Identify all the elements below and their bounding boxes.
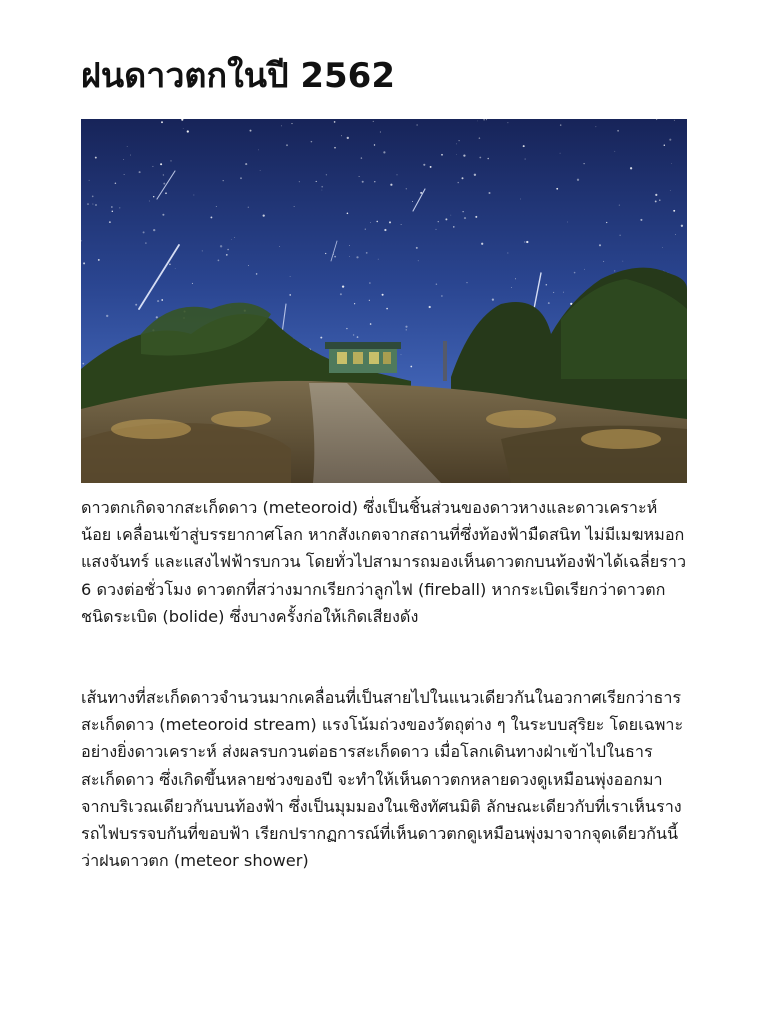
- page-title: ฝนดาวตกในปี 2562: [81, 56, 395, 96]
- meteor-shower-photo: [81, 119, 687, 483]
- paragraph-meteor-origin: ดาวตกเกิดจากสะเก็ดดาว (meteoroid) ซึ่งเป็นชิ้นส่วนของดาวหางและดาวเคราะห์น้อย เคลื่อนเข้าสู่บรรยากาศโลก หากสังเกตจากสถานที่ซึ่งท้องฟ้ามืดสนิท ไม่มีเมฆหมอก แสงจันทร์ และแสงไฟฟ้ารบกวน โดยทั่วไปสามารถมองเห็นดาวตกบนท้องฟ้าได้เฉลี่ยราว 6 ดวงต่อชั่วโมง ดาวตกที่สว่างมากเรียกว่าลูกไฟ (fireball) หากระเบิดเรียกว่าดาวตกชนิดระเบิด (bolide) ซึ่งบางครั้งก่อให้เกิดเสียงดัง: [81, 498, 687, 626]
- antenna-tower: [443, 341, 447, 381]
- paragraph-meteor-shower: เส้นทางที่สะเก็ดดาวจำนวนมากเคลื่อนที่เป็นสายไปในแนวเดียวกันในอวกาศเรียกว่าธารสะเก็ดดาว (meteoroid stream) แรงโน้มถ่วงของวัตถุต่าง ๆ ในระบบสุริยะ โดยเฉพาะอย่างยิ่งดาวเคราะห์ ส่งผลรบกวนต่อธารสะเก็ดดาว เมื่อโลกเดินทางฝ่าเข้าไปในธารสะเก็ดดาว ซึ่งเกิดขึ้นหลายช่วงของปี จะทำให้เห็นดาวตกหลายดวงดูเหมือนพุ่งออกมาจากบริเวณเดียวกันบนท้องฟ้า ซึ่งเป็นมุมมองในเชิงทัศนมิติ ลักษณะเดียวกับที่เราเห็นรางรถไฟบรรจบกันที่ขอบฟ้า เรียกปรากฏการณ์ที่เห็นดาวตกดูเหมือนพุ่งมาจากจุดเดียวกันนี้ว่าฝนดาวตก (meteor shower): [81, 688, 684, 871]
- hilltop-hut: [325, 342, 401, 373]
